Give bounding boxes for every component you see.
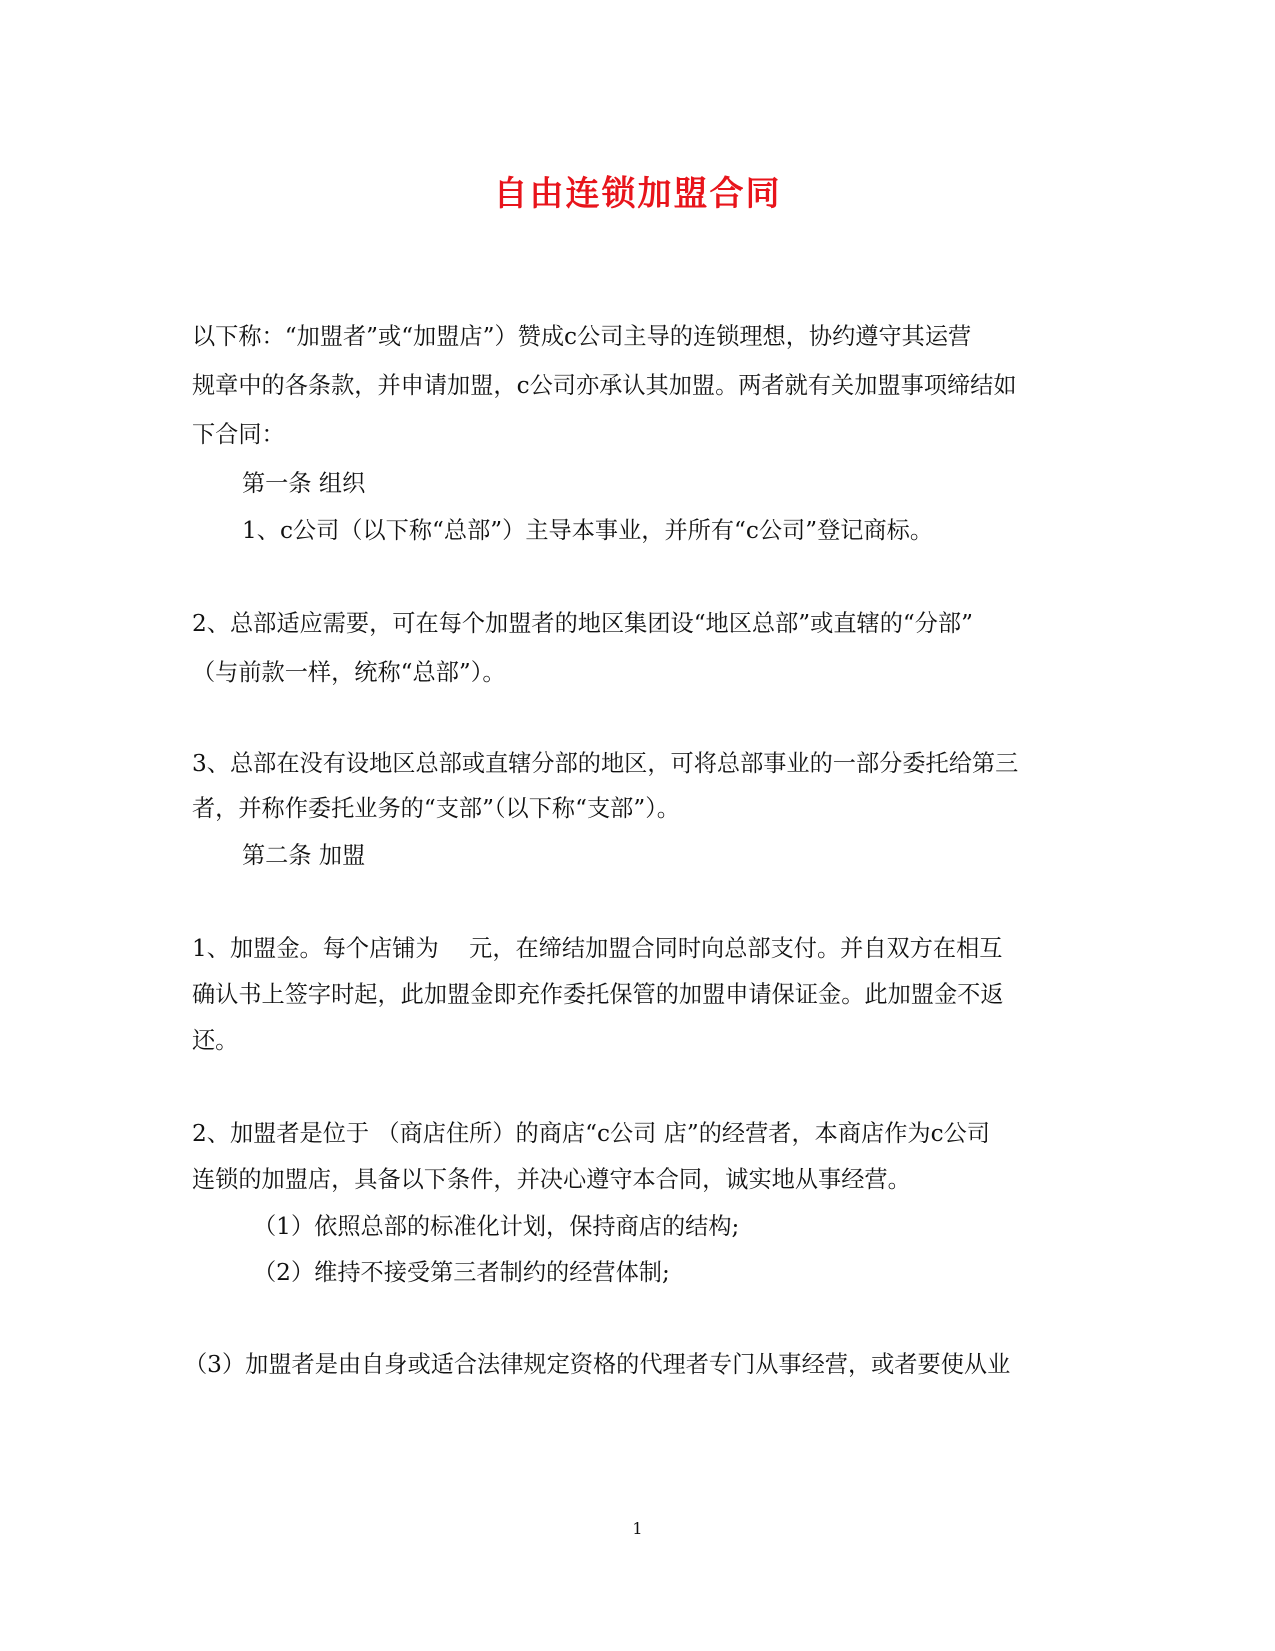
page-number: 1: [632, 1519, 643, 1538]
paragraph-line: 确认书上签字时起，此加盟金即充作委托保管的加盟申请保证金。此加盟金不返: [192, 981, 1004, 1008]
paragraph-line: 1、c公司（以下称“总部”）主导本事业，并所有“c公司”登记商标。: [242, 517, 934, 544]
paragraph-line: 以下称：“加盟者”或“加盟店”）赞成c公司主导的连锁理想，协约遵守其运营: [192, 323, 972, 350]
paragraph-line: 3、总部在没有设地区总部或直辖分部的地区，可将总部事业的一部分委托给第三: [192, 750, 1019, 777]
paragraph-line: 规章中的各条款，并申请加盟，c公司亦承认其加盟。两者就有关加盟事项缔结如: [192, 372, 1017, 399]
list-item: （3）加盟者是由自身或适合法律规定资格的代理者专门从事经营，或者要使从业: [184, 1351, 1011, 1378]
list-item: （2）维持不接受第三者制约的经营体制;: [253, 1259, 670, 1286]
paragraph-line: 连锁的加盟店，具备以下条件，并决心遵守本合同，诚实地从事经营。: [192, 1166, 911, 1193]
paragraph-line: 下合同：: [192, 421, 285, 448]
document-title: 自由连锁加盟合同: [493, 174, 782, 214]
paragraph-line: 2、总部适应需要，可在每个加盟者的地区集团设“地区总部”或直辖的“分部”: [192, 610, 973, 637]
paragraph-line: （与前款一样，统称“总部”）。: [192, 659, 506, 686]
list-item: （1）依照总部的标准化计划，保持商店的结构;: [253, 1213, 740, 1240]
article-heading: 第一条 组织: [242, 470, 366, 497]
paragraph-line: 1、加盟金。每个店铺为 元，在缔结加盟合同时向总部支付。并自双方在相互: [192, 935, 1003, 962]
paragraph-line: 还。: [192, 1027, 239, 1054]
article-heading: 第二条 加盟: [242, 842, 366, 869]
paragraph-line: 2、加盟者是位于 （商店住所）的商店“c公司 店”的经营者，本商店作为c公司: [192, 1120, 990, 1147]
paragraph-line: 者，并称作委托业务的“支部”（以下称“支部”）。: [192, 795, 680, 822]
